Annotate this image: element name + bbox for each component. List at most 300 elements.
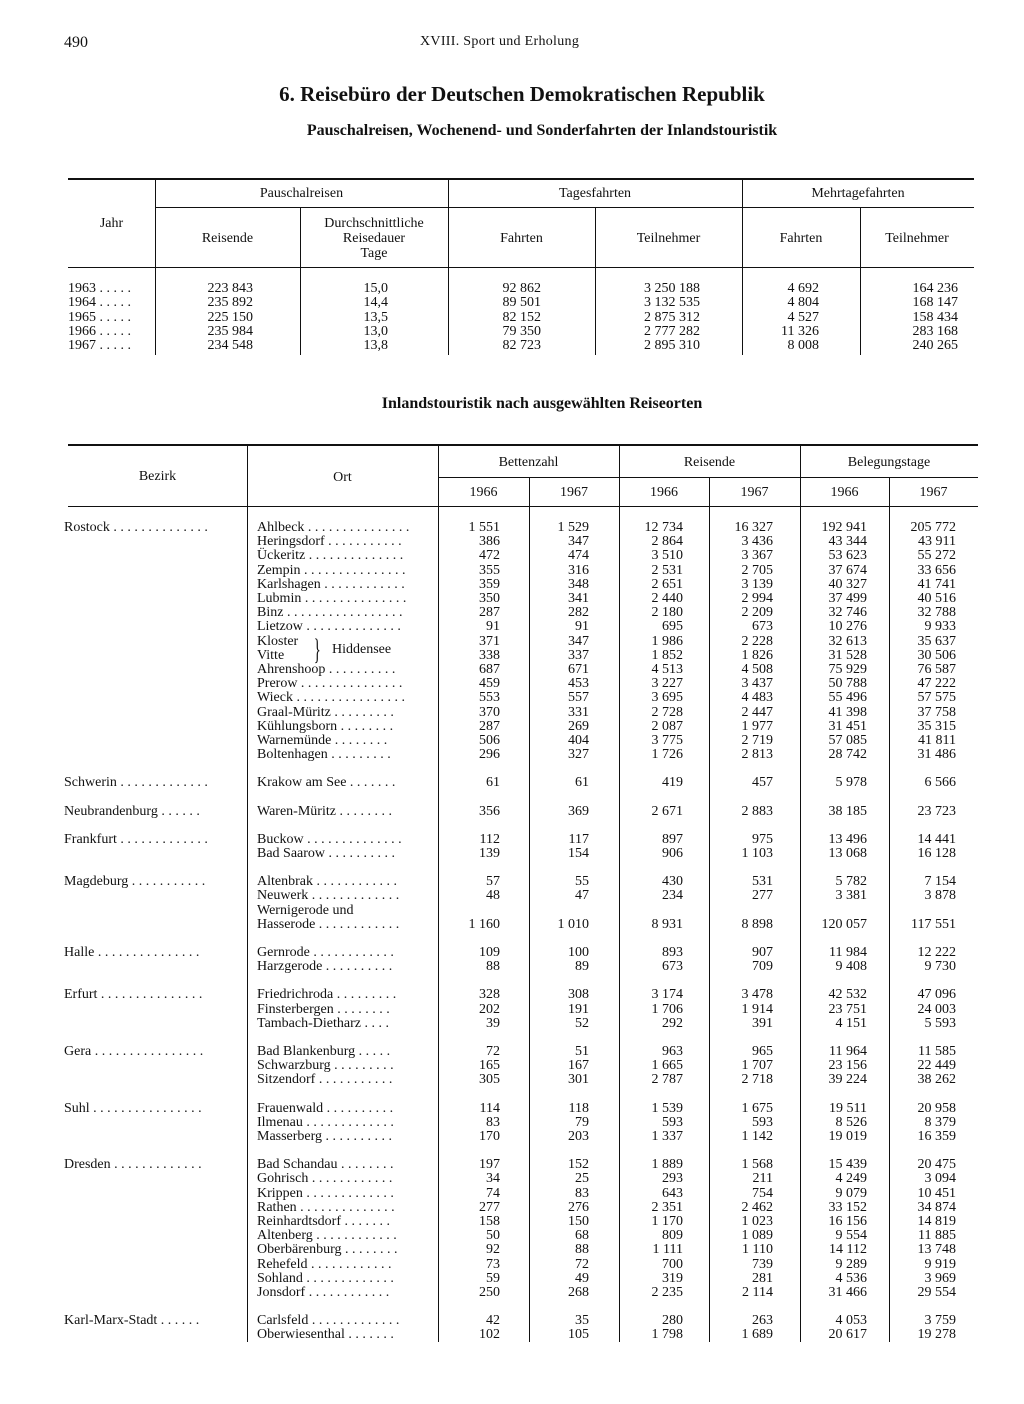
table1-cell-m_teiln: 283 168 xyxy=(912,323,958,339)
table2-cell-b67: 35 xyxy=(575,1313,589,1329)
col-reisende-1967: 1967 xyxy=(740,485,769,500)
table2-cell-b67: 83 xyxy=(575,1185,589,1201)
table2-cell-r67: 531 xyxy=(752,874,773,890)
table2-cell-r66: 1 539 xyxy=(651,1100,683,1116)
table2-cell-bezirk: Erfurt . . . . . . . . . . . . . . . xyxy=(64,987,203,1003)
table2-cell-g67: 22 449 xyxy=(917,1058,956,1074)
group-mehrtagefahrten-header: Mehrtagefahrten xyxy=(811,186,905,201)
table2-cell-ort: Gohrisch . . . . . . . . . . . . xyxy=(257,1171,393,1187)
table2-cell-b67: 150 xyxy=(568,1214,589,1229)
table1-cell-t_teiln: 3 132 535 xyxy=(644,295,700,311)
table2-cell-bezirk: Dresden . . . . . . . . . . . . . xyxy=(64,1157,202,1173)
table2-cell-bezirk: Suhl . . . . . . . . . . . . . . . . xyxy=(64,1100,202,1116)
table2-cell-g67: 205 772 xyxy=(910,520,956,535)
table2-cell-r66: 1 111 xyxy=(652,1242,683,1258)
table2-cell-b66: 109 xyxy=(479,945,500,960)
table2-cell-r67: 1 110 xyxy=(742,1242,773,1258)
table1-cell-jahr: 1963 . . . . . xyxy=(68,281,131,296)
table2-cell-r66: 1 889 xyxy=(651,1157,683,1173)
table2-cell-r66: 3 227 xyxy=(651,676,683,692)
table2-cell-r67: 709 xyxy=(752,959,773,975)
table1-cell-m_teiln: 164 236 xyxy=(912,281,958,296)
table2-cell-b66: 165 xyxy=(479,1058,500,1074)
table2-cell-r67: 211 xyxy=(752,1171,773,1187)
table2-cell-g67: 40 516 xyxy=(917,591,956,606)
table2-cell-b66: 386 xyxy=(479,534,500,550)
table2-cell-r67: 1 023 xyxy=(741,1214,773,1229)
table2-cell-g66: 5 782 xyxy=(835,874,867,890)
table2-cell-b66: 459 xyxy=(479,676,500,692)
table2-cell-ort: Waren-Müritz . . . . . . . . xyxy=(257,803,392,819)
table2-cell-r66: 3 510 xyxy=(651,548,683,564)
table1-cell-m_teiln: 158 434 xyxy=(912,309,958,325)
table2-cell-ort: Sitzendorf . . . . . . . . . . . xyxy=(257,1072,393,1088)
table2-cell-ort: Frauenwald . . . . . . . . . . xyxy=(257,1100,394,1116)
table2-cell-g67: 7 154 xyxy=(924,874,956,890)
table2-cell-b67: 331 xyxy=(568,704,589,720)
table2-cell-b66: 83 xyxy=(486,1114,500,1130)
table2-cell-g66: 20 617 xyxy=(828,1327,867,1343)
table2-cell-b66: 338 xyxy=(479,647,500,663)
table2-cell-b67: 348 xyxy=(568,576,589,592)
table2-cell-ort: Finsterbergen . . . . . . . . xyxy=(257,1001,390,1017)
table2-cell-b67: 453 xyxy=(568,676,589,692)
table2-cell-b67: 167 xyxy=(568,1058,589,1074)
table2-cell-g66: 4 536 xyxy=(835,1270,867,1286)
table2-cell-g67: 41 741 xyxy=(917,576,956,592)
table2-cell-r67: 277 xyxy=(752,888,773,904)
table2-cell-b66: 48 xyxy=(486,888,500,904)
table2-cell-g67: 11 885 xyxy=(918,1228,956,1244)
table2-cell-b67: 347 xyxy=(568,534,589,550)
table1-cell-m_fahrten: 11 326 xyxy=(781,323,819,339)
table2-cell-r66: 1 665 xyxy=(651,1058,683,1074)
table2-cell-ort: Prerow . . . . . . . . . . . . . . . xyxy=(257,676,403,692)
table2-cell-b66: 359 xyxy=(479,576,500,592)
table2-cell-r67: 2 462 xyxy=(741,1199,773,1215)
col-jahr-header: Jahr xyxy=(99,216,124,231)
group-pauschalreisen-header: Pauschalreisen xyxy=(259,186,344,201)
table2-cell-ort: Neuwerk . . . . . . . . . . . . . xyxy=(257,888,400,904)
table2-cell-ort: Altenberg . . . . . . . . . . . . xyxy=(257,1228,397,1244)
table2-cell-b67: 269 xyxy=(568,718,589,734)
table2-cell-r67: 1 103 xyxy=(741,846,773,861)
table2-cell-b67: 327 xyxy=(568,747,589,763)
table2-cell-b66: 370 xyxy=(479,704,500,720)
table1-cell-reisende: 235 984 xyxy=(207,323,253,339)
table2-cell-r66: 2 728 xyxy=(651,704,683,720)
table2-cell-b67: 1 529 xyxy=(557,520,589,535)
table2-cell-r67: 1 142 xyxy=(741,1129,773,1144)
table2-cell-b67: 88 xyxy=(575,1242,589,1258)
table2-cell-r66: 280 xyxy=(662,1313,683,1329)
table2-cell-g67: 38 262 xyxy=(917,1072,956,1088)
table2-cell-g66: 11 984 xyxy=(829,945,867,960)
table2-cell-b67: 341 xyxy=(568,591,589,606)
table2-cell-r67: 907 xyxy=(752,945,773,960)
table2-cell-r66: 673 xyxy=(662,959,683,975)
table2-cell-g67: 20 475 xyxy=(917,1157,956,1173)
table2-cell-r67: 2 114 xyxy=(742,1285,773,1300)
table1-cell-reisende: 234 548 xyxy=(207,338,253,354)
table2-cell-r66: 700 xyxy=(662,1256,683,1272)
table2-cell-b66: 50 xyxy=(486,1228,500,1244)
table2-cell-g67: 5 593 xyxy=(924,1015,956,1031)
table2-cell-b67: 55 xyxy=(575,874,589,890)
table2-cell-r67: 2 705 xyxy=(741,562,773,578)
table2-cell-b66: 287 xyxy=(479,718,500,734)
table2-cell-r67: 965 xyxy=(752,1044,773,1059)
table2-cell-ort: Schwarzburg . . . . . . . . . xyxy=(257,1058,394,1074)
hiddensee-brace: } xyxy=(313,633,321,666)
table1-cell-t_fahrten: 82 723 xyxy=(502,338,541,354)
table1-cell-m_fahrten: 4 804 xyxy=(787,295,819,311)
col-tages-teilnehmer-header: Teilnehmer xyxy=(636,231,701,246)
table2-cell-ort: Binz . . . . . . . . . . . . . . . . . xyxy=(257,605,403,621)
table2-cell-g66: 14 112 xyxy=(829,1242,867,1258)
table2-cell-g66: 9 289 xyxy=(835,1256,867,1272)
table2-cell-ort: Ilmenau . . . . . . . . . . . . . xyxy=(257,1114,394,1130)
table2-cell-bezirk: Frankfurt . . . . . . . . . . . . . xyxy=(64,831,208,847)
table2-cell-ort: Wieck . . . . . . . . . . . . . . . . xyxy=(257,690,405,706)
table2-cell-bezirk: Karl-Marx-Stadt . . . . . . xyxy=(64,1313,200,1329)
table2-cell-g67: 76 587 xyxy=(917,662,956,677)
table2-cell-b66: 72 xyxy=(486,1044,500,1059)
table2-cell-g66: 4 249 xyxy=(835,1171,867,1187)
table2-cell-r66: 2 087 xyxy=(651,718,683,734)
table1-cell-dauer: 13,8 xyxy=(363,338,388,354)
table2-cell-r67: 1 977 xyxy=(741,718,773,734)
table2-cell-b67: 347 xyxy=(568,633,589,649)
table2-cell-ort: Karlshagen . . . . . . . . . . . . xyxy=(257,576,405,592)
table2-cell-b67: 404 xyxy=(568,733,589,748)
table2-cell-b67: 557 xyxy=(568,690,589,706)
table2-cell-g67: 14 819 xyxy=(917,1214,956,1229)
table2-cell-r66: 1 986 xyxy=(651,633,683,649)
table2-cell-b67: 1 010 xyxy=(557,916,589,932)
table2-cell-r67: 1 089 xyxy=(741,1228,773,1244)
table2-cell-g67: 3 969 xyxy=(924,1270,956,1286)
table2-cell-g67: 20 958 xyxy=(917,1100,956,1116)
table2-cell-g67: 47 096 xyxy=(917,987,956,1003)
table2-cell-g66: 23 751 xyxy=(828,1001,867,1017)
table1-cell-dauer: 15,0 xyxy=(363,281,388,296)
table2-cell-ort: Vitte xyxy=(257,647,285,663)
table2-cell-g66: 40 327 xyxy=(828,576,867,592)
table1-cell-m_fahrten: 8 008 xyxy=(787,338,819,354)
table2-cell-b66: 197 xyxy=(479,1157,500,1173)
table2-cell-r67: 8 898 xyxy=(741,916,773,932)
table2-cell-r66: 809 xyxy=(662,1228,683,1244)
table2-cell-r67: 391 xyxy=(752,1015,773,1031)
table2-cell-g66: 28 742 xyxy=(828,747,867,763)
table2-cell-r66: 906 xyxy=(662,846,683,861)
col-tages-fahrten-header: Fahrten xyxy=(500,231,543,246)
table2-cell-r67: 1 707 xyxy=(741,1058,773,1074)
table2-cell-b66: 687 xyxy=(479,662,500,677)
table2-cell-g66: 37 674 xyxy=(828,562,867,578)
table2-cell-g66: 55 496 xyxy=(828,690,867,706)
table2-cell-r66: 3 174 xyxy=(651,987,683,1003)
table2-cell-g66: 75 929 xyxy=(828,662,867,677)
table2-cell-g67: 12 222 xyxy=(917,945,956,960)
table2-cell-r66: 897 xyxy=(662,831,683,847)
table2-cell-g67: 41 811 xyxy=(918,733,956,748)
table2-cell-r66: 2 671 xyxy=(651,803,683,819)
table2-cell-bezirk: Rostock . . . . . . . . . . . . . . xyxy=(64,520,208,535)
table2-cell-r66: 2 787 xyxy=(651,1072,683,1088)
table2-cell-bezirk: Halle . . . . . . . . . . . . . . . xyxy=(64,945,200,960)
table2-cell-g67: 57 575 xyxy=(917,690,956,706)
table2-cell-ort: Ahlbeck . . . . . . . . . . . . . . . xyxy=(257,520,410,535)
table2-cell-b67: 268 xyxy=(568,1285,589,1300)
section-title: 6. Reisebüro der Deutschen Demokratischen Republik xyxy=(279,82,765,106)
table2-cell-b67: 301 xyxy=(568,1072,589,1088)
table2-cell-b66: 88 xyxy=(486,959,500,975)
table2-cell-ort: Gernrode . . . . . . . . . . . . xyxy=(257,945,394,960)
table2-cell-g66: 23 156 xyxy=(828,1058,867,1074)
table2-cell-g67: 9 933 xyxy=(924,619,956,635)
table2-cell-ort: Rathen . . . . . . . . . . . . . . xyxy=(257,1199,395,1215)
table2-cell-r66: 963 xyxy=(662,1044,683,1059)
table1-title: Pauschalreisen, Wochenend- und Sonderfahrten der Inlandstouristik xyxy=(306,122,778,139)
table2-cell-b67: 154 xyxy=(568,846,589,861)
table2-cell-b67: 49 xyxy=(575,1270,589,1286)
table2-cell-ort: Bad Saarow . . . . . . . . . . xyxy=(257,846,396,861)
table2-cell-g67: 47 222 xyxy=(917,676,956,692)
table2-cell-ort: Sohland . . . . . . . . . . . . . xyxy=(257,1270,394,1286)
table2-cell-b67: 47 xyxy=(575,888,589,904)
table2-cell-g67: 33 656 xyxy=(917,562,956,578)
table2-cell-b66: 61 xyxy=(486,775,500,791)
hiddensee-label: Hiddensee xyxy=(332,642,392,657)
table2-cell-r66: 1 337 xyxy=(651,1129,683,1144)
col-reisedauer-header xyxy=(300,216,448,261)
table2-cell-g67: 16 128 xyxy=(917,846,956,861)
table2-cell-g67: 43 911 xyxy=(918,534,956,550)
table1-cell-reisende: 235 892 xyxy=(207,295,253,311)
col-mehrtage-fahrten-header: Fahrten xyxy=(779,231,823,246)
table2-cell-g66: 31 466 xyxy=(828,1285,867,1300)
col-reisedauer-line2: Reisedauer xyxy=(342,231,406,246)
table2-cell-b67: 100 xyxy=(568,945,589,960)
table2-cell-g66: 16 156 xyxy=(828,1214,867,1229)
table1-cell-t_teiln: 3 250 188 xyxy=(644,281,700,296)
table1-cell-m_teiln: 168 147 xyxy=(912,295,958,311)
table2-cell-g67: 6 566 xyxy=(924,775,956,791)
table2-cell-b66: 39 xyxy=(486,1015,500,1031)
table2-cell-ort: Zempin . . . . . . . . . . . . . . . xyxy=(257,562,406,578)
table2-cell-r67: 3 436 xyxy=(741,534,773,550)
table2-cell-ort: Kühlungsborn . . . . . . . . xyxy=(257,718,394,734)
table2-cell-b67: 79 xyxy=(575,1114,589,1130)
table2-cell-r67: 1 914 xyxy=(741,1001,773,1017)
table2-cell-bezirk: Schwerin . . . . . . . . . . . . . xyxy=(64,775,208,791)
col-belegung-1967: 1967 xyxy=(919,485,948,500)
table2-cell-r67: 4 508 xyxy=(741,662,773,677)
table2-cell-bezirk: Gera . . . . . . . . . . . . . . . . xyxy=(64,1044,204,1059)
table2-cell-b67: 191 xyxy=(568,1001,589,1017)
table2-cell-g67: 24 003 xyxy=(917,1001,956,1017)
table2-cell-b66: 350 xyxy=(479,591,500,606)
table2-cell-r66: 234 xyxy=(662,888,683,904)
table1-cell-t_teiln: 2 875 312 xyxy=(644,309,700,325)
table1-cell-dauer: 14,4 xyxy=(363,295,388,311)
table2-cell-r66: 293 xyxy=(662,1171,683,1187)
table2-cell-b66: 202 xyxy=(479,1001,500,1017)
table2-cell-r66: 1 798 xyxy=(651,1327,683,1343)
table2-cell-g67: 35 315 xyxy=(917,718,956,734)
table2-cell-ort: Graal-Müritz . . . . . . . . . xyxy=(257,704,394,720)
table2-cell-g67: 30 506 xyxy=(917,647,956,663)
table2-cell-r66: 1 170 xyxy=(651,1214,683,1229)
table2-cell-b67: 474 xyxy=(568,548,589,564)
table2-cell-b67: 61 xyxy=(575,775,589,791)
group-tagesfahrten-header: Tagesfahrten xyxy=(558,186,632,201)
table2-cell-r66: 893 xyxy=(662,945,683,960)
page-number: 490 xyxy=(64,34,88,51)
table2-cell-ort: Wernigerode und xyxy=(257,902,354,918)
table2-cell-r66: 430 xyxy=(662,874,683,890)
table2-cell-r67: 16 327 xyxy=(734,520,773,535)
table2-cell-r67: 3 478 xyxy=(741,987,773,1003)
col-betten-1966: 1966 xyxy=(469,485,498,500)
table2-cell-g66: 4 053 xyxy=(835,1313,867,1329)
table2-cell-r67: 2 719 xyxy=(741,733,773,748)
table2-cell-ort: Krakow am See . . . . . . . xyxy=(257,775,396,791)
table2-cell-r67: 3 367 xyxy=(741,548,773,564)
table2-cell-ort: Boltenhagen . . . . . . . . . xyxy=(257,747,391,763)
table2-cell-b67: 337 xyxy=(568,647,589,663)
table2-cell-b66: 296 xyxy=(479,747,500,763)
group-reisende-header: Reisende xyxy=(683,455,736,470)
table2-cell-b67: 308 xyxy=(568,987,589,1003)
table2-cell-g67: 3 759 xyxy=(924,1313,956,1329)
table2-cell-g66: 57 085 xyxy=(828,733,867,748)
table2-cell-r67: 2 994 xyxy=(741,591,773,606)
table2-cell-r66: 2 235 xyxy=(651,1285,683,1300)
table2-cell-r67: 1 689 xyxy=(741,1327,773,1343)
table2-cell-r66: 1 726 xyxy=(651,747,683,763)
table1-cell-m_fahrten: 4 692 xyxy=(787,281,819,296)
table2-cell-b66: 74 xyxy=(486,1185,500,1201)
table2-cell-g66: 31 451 xyxy=(828,718,867,734)
col-betten-1967: 1967 xyxy=(560,485,588,500)
table2-cell-b67: 276 xyxy=(568,1199,589,1215)
table2-cell-g66: 192 941 xyxy=(821,520,867,535)
table2-cell-r67: 593 xyxy=(752,1114,773,1130)
table1-cell-jahr: 1964 . . . . . xyxy=(68,295,131,311)
table1-cell-dauer: 13,5 xyxy=(363,309,388,325)
table2-cell-r66: 3 775 xyxy=(651,733,683,748)
table2-cell-g66: 9 554 xyxy=(835,1228,867,1244)
table2-cell-b66: 114 xyxy=(479,1100,500,1116)
table2-cell-b66: 170 xyxy=(479,1129,500,1144)
table2-cell-ort: Ückeritz . . . . . . . . . . . . . . xyxy=(257,548,404,564)
table2-cell-r67: 739 xyxy=(752,1256,773,1272)
table2-cell-b66: 371 xyxy=(479,633,500,649)
table2-cell-b66: 57 xyxy=(486,874,500,890)
table2-cell-g67: 13 748 xyxy=(917,1242,956,1258)
table2-cell-g66: 19 511 xyxy=(829,1100,867,1116)
table2-cell-b67: 91 xyxy=(575,619,589,635)
table1-cell-jahr: 1965 . . . . . xyxy=(68,309,131,325)
table2-cell-r66: 2 351 xyxy=(651,1199,683,1215)
table2-cell-ort: Harzgerode . . . . . . . . . . xyxy=(257,959,393,975)
table2-cell-ort: Buckow . . . . . . . . . . . . . . xyxy=(257,831,402,847)
table2-cell-r66: 643 xyxy=(662,1185,683,1201)
table2-cell-g66: 42 532 xyxy=(828,987,867,1003)
table2-cell-b67: 282 xyxy=(568,605,589,621)
table2-cell-ort: Carlsfeld . . . . . . . . . . . . . xyxy=(257,1313,400,1329)
table2-cell-bezirk: Magdeburg . . . . . . . . . . . xyxy=(64,874,206,890)
table1-cell-t_teiln: 2 895 310 xyxy=(644,338,700,354)
table1-cell-t_fahrten: 79 350 xyxy=(502,323,541,339)
table2-cell-g66: 50 788 xyxy=(828,676,867,692)
table2-cell-ort: Warnemünde . . . . . . . . xyxy=(257,733,388,748)
table2-cell-b66: 277 xyxy=(479,1199,500,1215)
table2-cell-r67: 2 228 xyxy=(741,633,773,649)
table2-cell-r66: 2 440 xyxy=(651,591,683,606)
table2-cell-r66: 2 531 xyxy=(651,562,683,578)
group-belegungstage-header: Belegungstage xyxy=(847,455,931,470)
col-bezirk-header: Bezirk xyxy=(138,469,177,484)
table2-cell-g66: 8 526 xyxy=(835,1114,867,1130)
table2-cell-r67: 281 xyxy=(752,1270,773,1286)
table2-cell-ort: Altenbrak . . . . . . . . . . . . xyxy=(257,874,397,890)
table2-cell-b66: 1 160 xyxy=(468,916,500,932)
table1-cell-jahr: 1967 . . . . . xyxy=(68,338,131,354)
table1-cell-m_fahrten: 4 527 xyxy=(787,309,819,325)
group-bettenzahl-header: Bettenzahl xyxy=(498,455,559,470)
table2-cell-g66: 15 439 xyxy=(828,1157,867,1173)
table2-cell-b67: 203 xyxy=(568,1129,589,1144)
table2-cell-g66: 5 978 xyxy=(835,775,867,791)
table2-cell-r66: 1 852 xyxy=(651,647,683,663)
table2-cell-ort: Friedrichroda . . . . . . . . . xyxy=(257,987,397,1003)
table2-cell-ort: Hasserode . . . . . . . . . . . . xyxy=(257,916,400,932)
table2-cell-g67: 37 758 xyxy=(917,704,956,720)
table2-cell-b67: 68 xyxy=(575,1228,589,1244)
table2-cell-r66: 292 xyxy=(662,1015,683,1031)
table2-cell-g67: 34 874 xyxy=(917,1199,956,1215)
table2-cell-b66: 91 xyxy=(486,619,500,635)
table2-cell-g66: 9 408 xyxy=(835,959,867,975)
table2-cell-ort: Rehefeld . . . . . . . . . . . . xyxy=(257,1256,392,1272)
table2-cell-g67: 3 094 xyxy=(924,1171,956,1187)
table1-cell-t_teiln: 2 777 282 xyxy=(644,323,700,339)
table2-cell-b67: 51 xyxy=(575,1044,589,1059)
table2-cell-r67: 457 xyxy=(752,775,773,791)
table2-cell-g67: 3 878 xyxy=(924,888,956,904)
table2-cell-b66: 287 xyxy=(479,605,500,621)
table2-cell-r67: 3 139 xyxy=(741,576,773,592)
table2-cell-b66: 305 xyxy=(479,1072,500,1088)
table2-cell-g67: 32 788 xyxy=(917,605,956,621)
table2-cell-g66: 53 623 xyxy=(828,548,867,564)
table2-cell-b66: 355 xyxy=(479,562,500,578)
table2-cell-b67: 152 xyxy=(568,1157,589,1173)
table2-cell-r66: 1 706 xyxy=(651,1001,683,1017)
table2-cell-b66: 553 xyxy=(479,690,500,706)
table2-cell-b66: 42 xyxy=(486,1313,500,1329)
table2-cell-ort: Oberbärenburg . . . . . . . . xyxy=(257,1242,398,1258)
table2-cell-g66: 41 398 xyxy=(828,704,867,720)
table2-cell-b66: 328 xyxy=(479,987,500,1003)
table2-cell-g66: 13 496 xyxy=(828,831,867,847)
table2-cell-r66: 3 695 xyxy=(651,690,683,706)
table2-cell-r67: 1 675 xyxy=(741,1100,773,1116)
